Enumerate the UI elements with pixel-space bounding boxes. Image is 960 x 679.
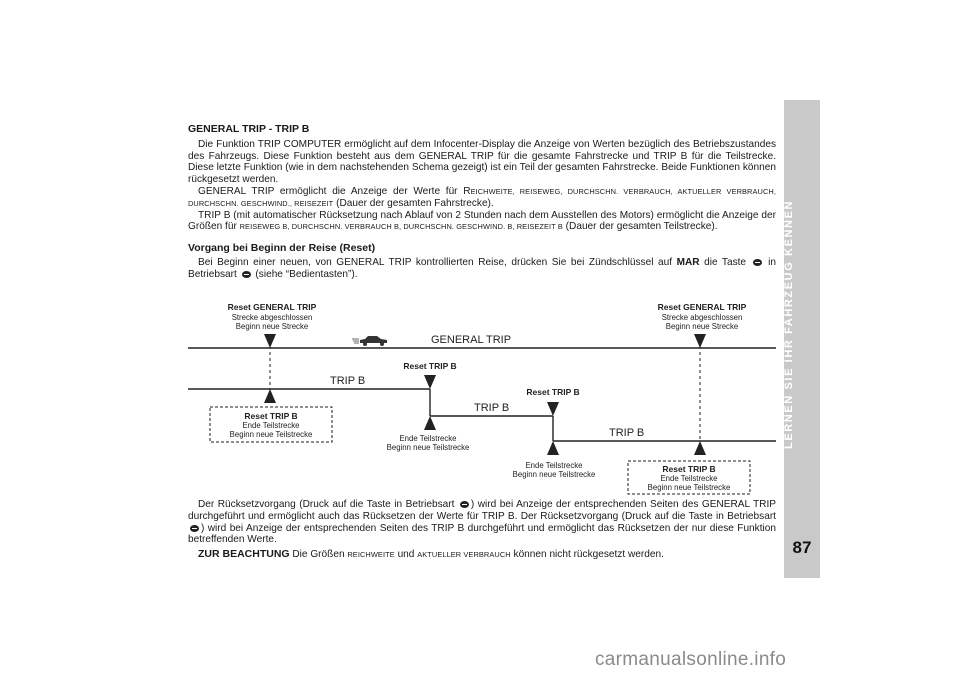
svg-text:Ende Teilstrecke: Ende Teilstrecke <box>660 474 718 483</box>
general-trip-label: GENERAL TRIP <box>431 334 512 346</box>
svg-text:Beginn neue Strecke: Beginn neue Strecke <box>235 322 309 331</box>
paragraph-general-trip: GENERAL TRIP ermöglicht die Anzeige der Werte für REICHWEITE, REISEWEG, DURCHSCHN. VERBRAUCH, AKTUELLER VERBRAUCH, DURCHSCHN. GESCHWIND., REISEZEIT (Dauer der gesamten Fahrstrecke). <box>188 185 776 209</box>
svg-text:Strecke abgeschlossen: Strecke abgeschlossen <box>661 313 743 322</box>
button-icon <box>753 259 762 266</box>
reset-general-title-1: Reset GENERAL TRIP <box>227 302 317 312</box>
trip-b-label-3: TRIP B <box>609 427 645 439</box>
watermark: carmanualsonline.info <box>595 649 787 670</box>
trip-b-terms: REISEWEG B, DURCHSCHN. VERBRAUCH B, DURCHSCHN. GESCHWIND. B, REISEZEIT B <box>239 222 563 232</box>
trip-b-start-marker-1 <box>264 389 276 403</box>
trip-b-start-marker-3 <box>547 441 559 455</box>
mode-button-icon <box>190 525 199 532</box>
mode-button-icon <box>460 501 469 508</box>
caption <box>188 499 776 561</box>
paragraph-trip-b: TRIP B (mit automatischer Rücksetzung nach Ablauf von 2 Stunden nach dem Ausstellen des Motors) ermöglicht die Anzeige der Größen für REISEWEG B, DURCHSCHN. VERBRAUCH B, DURCHSCHN. GESCHWIND. B, REISEZEIT B (Dauer der gesamten Teilstrecke). <box>188 209 776 233</box>
subsection-title: Vorgang bei Beginn der Reise (Reset) <box>188 242 376 255</box>
trip-b-label-2: TRIP B <box>474 402 510 414</box>
paragraph-intro: Die Funktion TRIP COMPUTER ermöglicht auf dem Infocenter-Display die Anzeige von Werten bezüglich des Betriebszustandes des Fahrzeugs. Diese Funktion besteht aus dem GENERAL TRIP für die gesamte Fahrstrecke und TRIP B für die Teilstrecke. Diese letzte Funktion (wie in dem nachstehenden Schema gezeigt) ist ein Teil der gesamten Fahrstrecke. Beide Funktionen können rückgesetzt werden. <box>188 138 776 186</box>
general-trip-terms: EICHWEITE, REISEWEG, DURCHSCHN. VERBRAUCH, AKTUELLER VERBRAUCH, DURCHSCHN. GESCHWIND., REISEZEIT <box>188 186 776 208</box>
svg-text:Reset TRIP B: Reset TRIP B <box>244 411 298 421</box>
note: ZUR BEACHTUNG Die Größen REICHWEITE und AKTUELLER VERBRAUCH können nicht rückgesetzt werden. <box>198 548 664 561</box>
paragraph-reset: Bei Beginn einer neuen, von GENERAL TRIP kontrollierten Reise, drücken Sie bei Zündschlüssel auf MAR die Taste in Betriebsart (siehe “Bedientasten”). <box>188 256 776 280</box>
main-content <box>188 124 776 281</box>
svg-text:Ende Teilstrecke: Ende Teilstrecke <box>399 434 457 443</box>
reset-trip-b-marker-1 <box>424 375 436 389</box>
trip-diagram <box>188 296 776 496</box>
reset-general-marker-2 <box>694 334 706 348</box>
reset-trip-b-title-1: Reset TRIP B <box>403 361 457 371</box>
trip-b-start-marker-2 <box>424 416 436 430</box>
mar-label: MAR <box>676 256 700 268</box>
note-label: ZUR BEACHTUNG <box>198 548 290 561</box>
mode-button-icon <box>242 271 251 278</box>
svg-text:Beginn neue Teilstrecke: Beginn neue Teilstrecke <box>512 470 596 479</box>
reset-general-marker-1 <box>264 334 276 348</box>
trip-b-label-1: TRIP B <box>330 375 366 387</box>
svg-text:Reset TRIP B: Reset TRIP B <box>662 464 716 474</box>
svg-text:Beginn neue Strecke: Beginn neue Strecke <box>665 322 739 331</box>
section-title: GENERAL TRIP - TRIP B <box>188 123 310 135</box>
svg-text:Beginn neue Teilstrecke: Beginn neue Teilstrecke <box>647 483 731 492</box>
reset-trip-b-marker-2 <box>547 402 559 416</box>
svg-text:Ende Teilstrecke: Ende Teilstrecke <box>525 461 583 470</box>
reset-general-title-2: Reset GENERAL TRIP <box>657 302 747 312</box>
car-icon <box>352 336 387 346</box>
side-tab-label: LERNEN SIE IHR FAHRZEUG KENNEN <box>783 199 795 449</box>
svg-text:Beginn neue Teilstrecke: Beginn neue Teilstrecke <box>229 430 313 439</box>
page-number: 87 <box>792 538 812 557</box>
svg-text:Strecke abgeschlossen: Strecke abgeschlossen <box>231 313 313 322</box>
reset-trip-b-title-2: Reset TRIP B <box>526 387 580 397</box>
svg-text:Ende Teilstrecke: Ende Teilstrecke <box>242 421 300 430</box>
paragraph-reset-process: Der Rücksetzvorgang (Druck auf die Taste in Betriebsart ) wird bei Anzeige der entsprechenden Seiten des GENERAL TRIP durchgeführt und ermöglicht auch das Rücksetzen der Werte für TRIP B. Der Rücksetzvorgang (Druck auf die Taste in Betriebsart ) wird bei Anzeige der entsprechenden Seiten des TRIP B durchgeführt und ermöglicht das Rücksetzen der nur diese Funktion betreffenden Werte. <box>188 499 776 546</box>
trip-b-start-marker-4 <box>694 441 706 455</box>
svg-text:Beginn neue Teilstrecke: Beginn neue Teilstrecke <box>386 443 470 452</box>
